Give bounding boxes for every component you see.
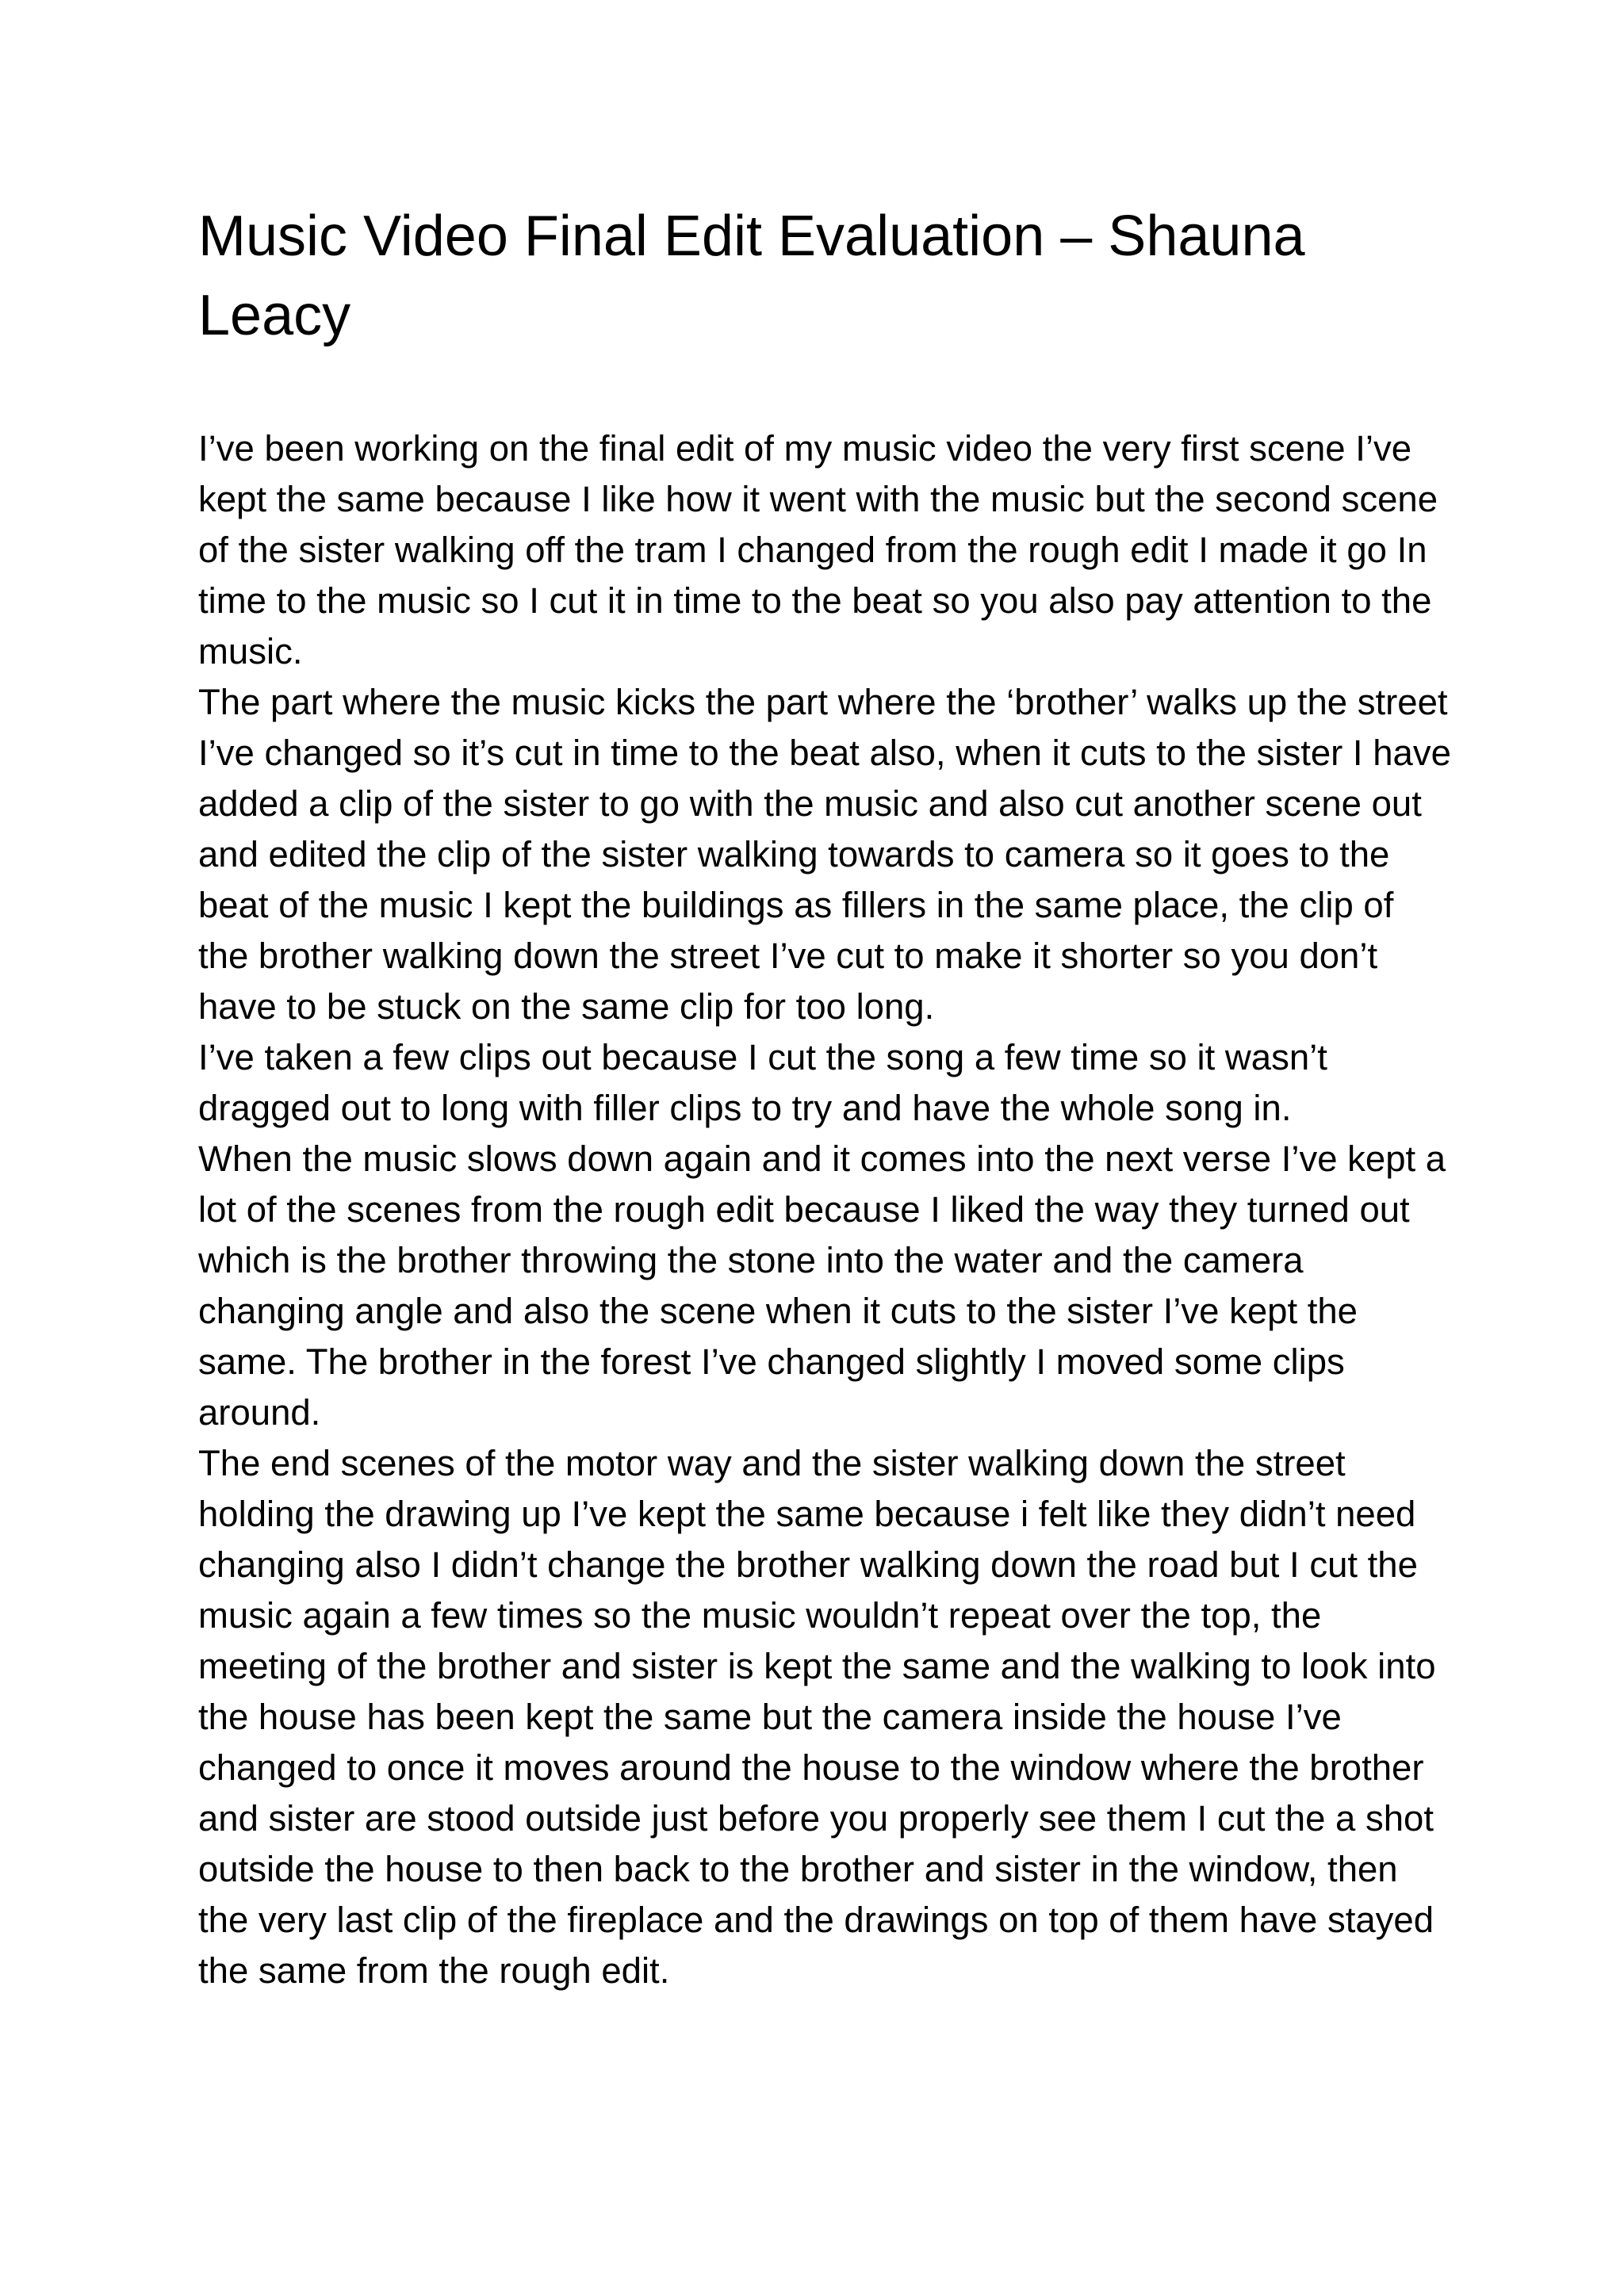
document-title: Music Video Final Edit Evaluation – Shauna Leacy xyxy=(198,205,1305,347)
paragraph: I’ve taken a few clips out because I cut the song a few time so it wasn’t dragged out to long with filler clips to try and have the whole song in. xyxy=(198,1037,1327,1128)
paragraph: I’ve been working on the final edit of my music video the very first scene I’ve kept the same because I like how it went with the music but the second scene of the sister walking off the tram I changed from the rough edit I made it go In time to the music so I cut it in time to the beat so you also pay attention to the music. xyxy=(198,428,1438,672)
document-body xyxy=(198,423,1451,1996)
paragraph: The part where the music kicks the part where the ‘brother’ walks up the street I’ve changed so it’s cut in time to the beat also, when it cuts to the sister I have added a clip of the sister to go with the music and also cut another scene out and edited the clip of the sister walking towards to camera so it goes to the beat of the music I kept the buildings as fillers in the same place, the clip of the brother walking down the street I’ve cut to make it shorter so you don’t have to be stuck on the same clip for too long. xyxy=(198,682,1451,1027)
paragraph: When the music slows down again and it comes into the next verse I’ve kept a lot of the scenes from the rough edit because I liked the way they turned out which is the brother throwing the stone into the water and the camera changing angle and also the scene when it cuts to the sister I’ve kept the same. The brother in the forest I’ve changed slightly I moved some clips around. xyxy=(198,1138,1446,1433)
paragraph: The end scenes of the motor way and the sister walking down the street holding the drawing up I’ve kept the same because i felt like they didn’t need changing also I didn’t change the brother walking down the road but I cut the music again a few times so the music wouldn’t repeat over the top, the meeting of the brother and sister is kept the same and the walking to look into the house has been kept the same but the camera inside the house I’ve changed to once it moves around the house to the window where the brother and sister are stood outside just before you properly see them I cut the a shot outside the house to then back to the brother and sister in the window, then the very last clip of the fireplace and the drawings on top of them have stayed the same from the rough edit. xyxy=(198,1443,1436,1991)
